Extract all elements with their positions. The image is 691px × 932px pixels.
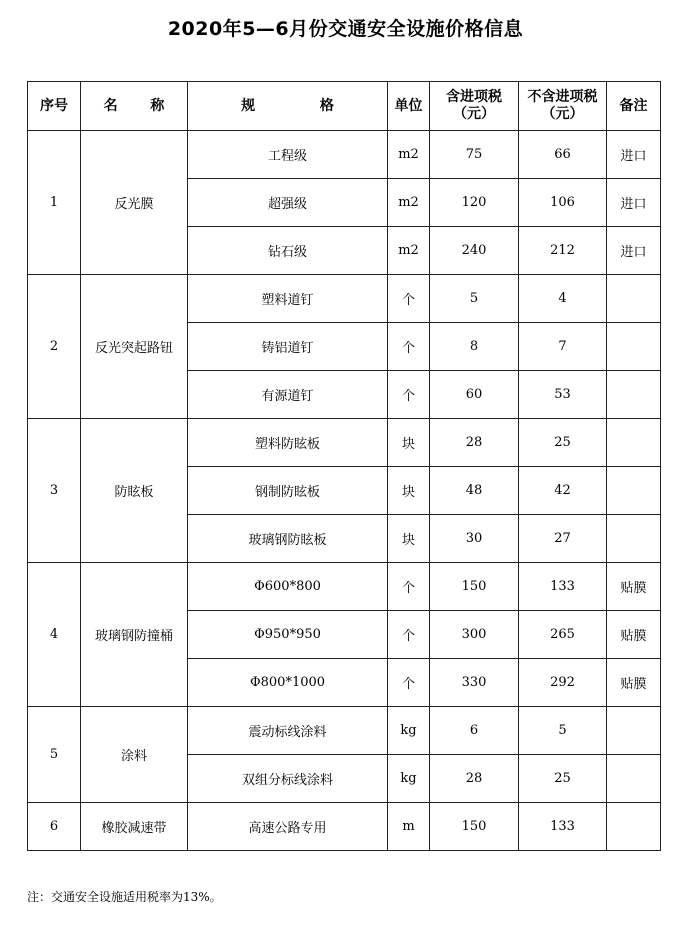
cell-unit: 个 <box>388 275 430 323</box>
cell-tax-incl: 60 <box>430 371 519 419</box>
table-row <box>28 803 661 851</box>
cell-spec: 震动标线涂料 <box>188 707 388 755</box>
cell-spec: 塑料防眩板 <box>188 419 388 467</box>
cell-tax-incl: 48 <box>430 467 519 515</box>
cell-spec: Φ600*800 <box>188 563 388 611</box>
table-row <box>28 419 661 467</box>
cell-note: 贴膜 <box>607 563 661 611</box>
cell-tax-excl: 53 <box>519 371 607 419</box>
cell-name: 橡胶减速带 <box>81 803 188 851</box>
cell-tax-excl: 133 <box>519 563 607 611</box>
cell-unit: 块 <box>388 467 430 515</box>
cell-name: 防眩板 <box>81 419 188 563</box>
header-row <box>28 82 661 131</box>
cell-unit: kg <box>388 707 430 755</box>
cell-no: 2 <box>28 275 81 419</box>
page-title: 2020年5—6月份交通安全设施价格信息 <box>167 18 524 40</box>
cell-tax-excl: 106 <box>519 179 607 227</box>
cell-note: 进口 <box>607 131 661 179</box>
cell-name: 反光突起路钮 <box>81 275 188 419</box>
cell-name: 玻璃钢防撞桶 <box>81 563 188 707</box>
cell-spec: 超强级 <box>188 179 388 227</box>
cell-name: 涂料 <box>81 707 188 803</box>
header-tax-incl: 含进项税 （元） <box>430 82 519 131</box>
cell-spec: 高速公路专用 <box>188 803 388 851</box>
cell-note <box>607 419 661 467</box>
cell-tax-incl: 300 <box>430 611 519 659</box>
cell-spec: 钻石级 <box>188 227 388 275</box>
cell-note <box>607 371 661 419</box>
cell-name: 反光膜 <box>81 131 188 275</box>
cell-note <box>607 467 661 515</box>
cell-note <box>607 755 661 803</box>
cell-tax-excl: 7 <box>519 323 607 371</box>
cell-no: 4 <box>28 563 81 707</box>
header-note: 备注 <box>607 82 661 131</box>
cell-tax-excl: 42 <box>519 467 607 515</box>
header-unit: 单位 <box>388 82 430 131</box>
cell-no: 1 <box>28 131 81 275</box>
table-row <box>28 131 661 179</box>
table-row <box>28 563 661 611</box>
cell-unit: 块 <box>388 419 430 467</box>
cell-tax-incl: 5 <box>430 275 519 323</box>
cell-unit: kg <box>388 755 430 803</box>
cell-unit: m2 <box>388 179 430 227</box>
cell-no: 5 <box>28 707 81 803</box>
header-spec: 规 格 <box>188 82 388 131</box>
cell-spec: 双组分标线涂料 <box>188 755 388 803</box>
header-name: 名 称 <box>81 82 188 131</box>
cell-tax-incl: 120 <box>430 179 519 227</box>
cell-tax-excl: 66 <box>519 131 607 179</box>
cell-note: 贴膜 <box>607 611 661 659</box>
cell-unit: 块 <box>388 515 430 563</box>
cell-spec: 玻璃钢防眩板 <box>188 515 388 563</box>
header-tax-excl: 不含进项税 （元） <box>519 82 607 131</box>
table-row <box>28 275 661 323</box>
cell-note: 贴膜 <box>607 659 661 707</box>
header-no: 序号 <box>28 82 81 131</box>
cell-note: 进口 <box>607 227 661 275</box>
cell-tax-excl: 4 <box>519 275 607 323</box>
cell-unit: 个 <box>388 611 430 659</box>
cell-tax-incl: 240 <box>430 227 519 275</box>
cell-tax-excl: 133 <box>519 803 607 851</box>
cell-unit: 个 <box>388 659 430 707</box>
cell-tax-incl: 8 <box>430 323 519 371</box>
cell-tax-excl: 25 <box>519 419 607 467</box>
cell-unit: 个 <box>388 563 430 611</box>
cell-unit: m <box>388 803 430 851</box>
cell-note <box>607 707 661 755</box>
cell-tax-excl: 265 <box>519 611 607 659</box>
footnote: 注：交通安全设施适用税率为13%。 <box>27 890 222 904</box>
cell-spec: Φ800*1000 <box>188 659 388 707</box>
cell-tax-incl: 6 <box>430 707 519 755</box>
cell-spec: 塑料道钉 <box>188 275 388 323</box>
cell-note <box>607 515 661 563</box>
cell-tax-excl: 212 <box>519 227 607 275</box>
cell-spec: 钢制防眩板 <box>188 467 388 515</box>
cell-unit: 个 <box>388 371 430 419</box>
cell-tax-incl: 28 <box>430 419 519 467</box>
cell-note <box>607 275 661 323</box>
cell-note <box>607 323 661 371</box>
cell-unit: 个 <box>388 323 430 371</box>
cell-tax-incl: 28 <box>430 755 519 803</box>
cell-note: 进口 <box>607 179 661 227</box>
cell-tax-excl: 27 <box>519 515 607 563</box>
cell-no: 3 <box>28 419 81 563</box>
cell-note <box>607 803 661 851</box>
table-row <box>28 707 661 755</box>
cell-tax-excl: 25 <box>519 755 607 803</box>
cell-tax-incl: 330 <box>430 659 519 707</box>
cell-no: 6 <box>28 803 81 851</box>
cell-unit: m2 <box>388 131 430 179</box>
cell-tax-excl: 292 <box>519 659 607 707</box>
cell-spec: 工程级 <box>188 131 388 179</box>
cell-tax-incl: 150 <box>430 563 519 611</box>
cell-tax-incl: 75 <box>430 131 519 179</box>
cell-unit: m2 <box>388 227 430 275</box>
cell-spec: 铸铝道钉 <box>188 323 388 371</box>
cell-spec: 有源道钉 <box>188 371 388 419</box>
cell-tax-incl: 150 <box>430 803 519 851</box>
cell-tax-incl: 30 <box>430 515 519 563</box>
cell-spec: Φ950*950 <box>188 611 388 659</box>
cell-tax-excl: 5 <box>519 707 607 755</box>
price-table <box>27 81 661 851</box>
